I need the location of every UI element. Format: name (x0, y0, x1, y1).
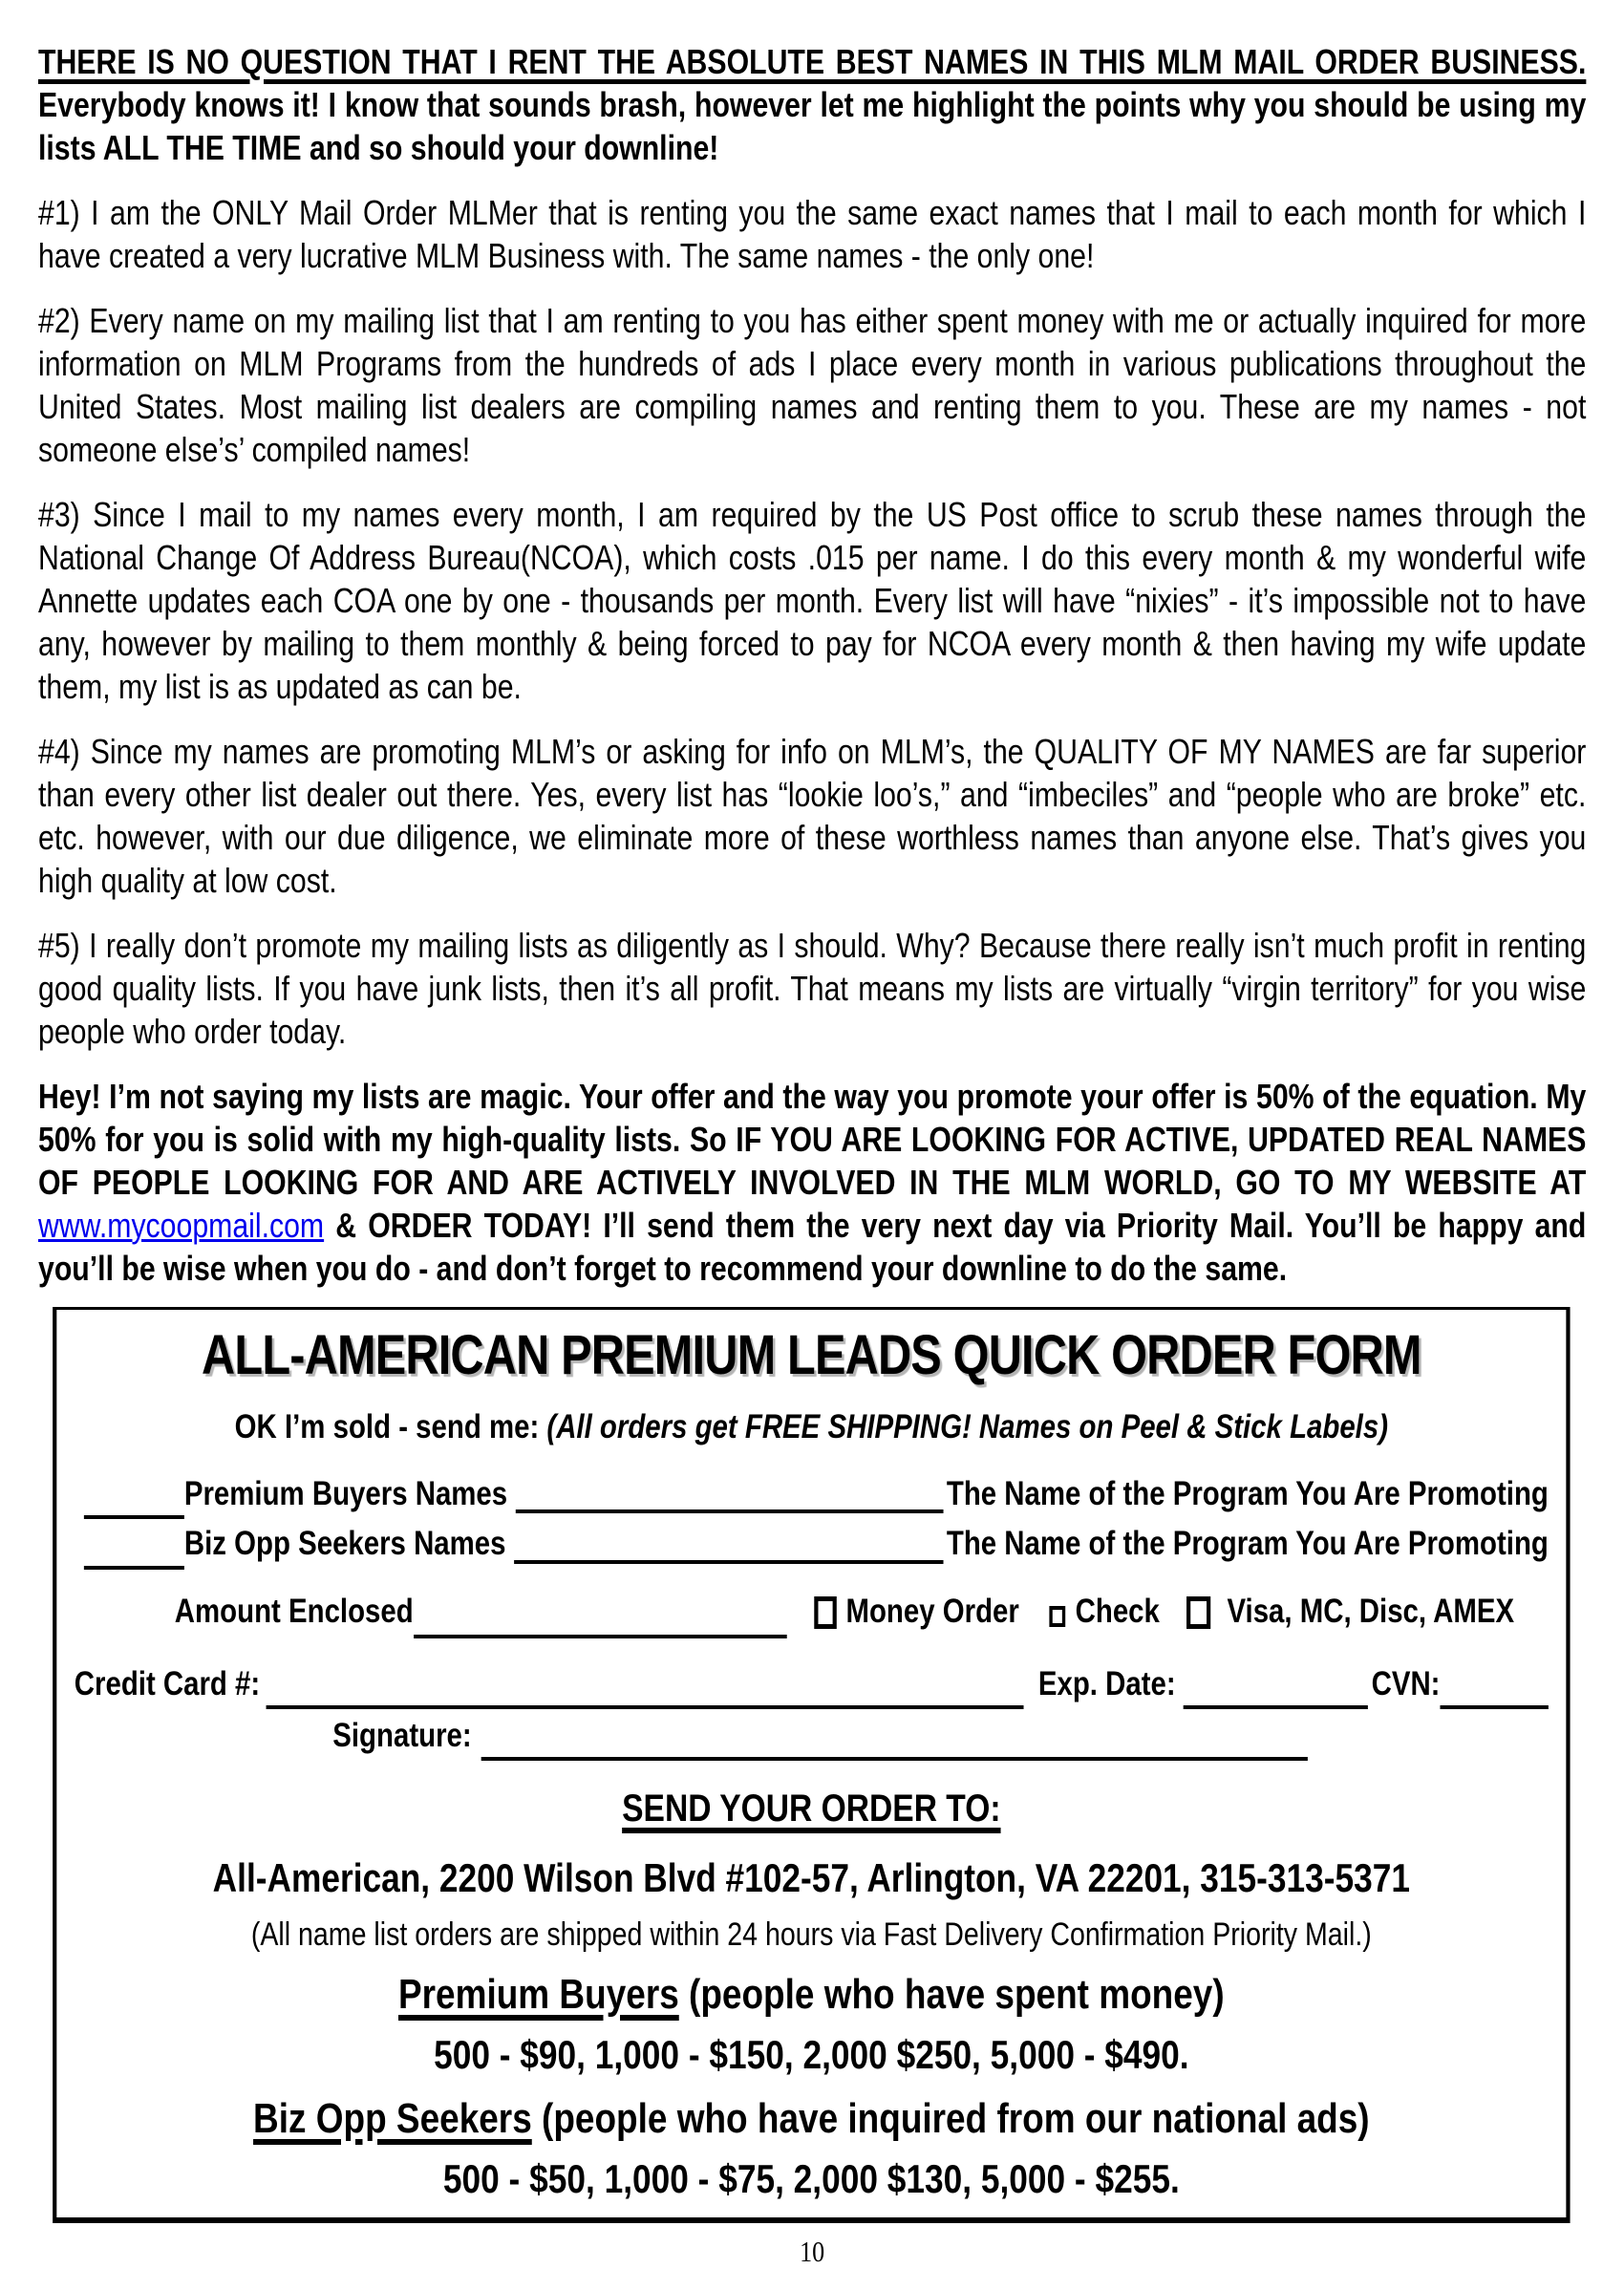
premium-buyers-program-blank[interactable] (516, 1475, 944, 1513)
biz-opp-seekers-names-label: Biz Opp Seekers Names (183, 1525, 506, 1563)
credit-card-brands-label: Visa, MC, Disc, AMEX (1227, 1592, 1515, 1630)
check-label: Check (1075, 1592, 1160, 1630)
biz-opp-seekers-quantity-blank[interactable] (84, 1531, 184, 1570)
closing-text-before-link: Hey! I’m not saying my lists are magic. Your offer and the way you promote your offer is 50% of the equation. My 50% for you is solid with my high-quality lists. So IF YOU ARE LOOKING FOR ACTIVE, UPDATED REAL NAMES OF PEOPLE LOOKING FOR AND ARE ACTIVELY INVOLVED IN THE MLM WORLD, GO TO MY WEBSITE AT (38, 1077, 1587, 1202)
point-4-paragraph: #4) Since my names are promoting MLM’s or asking for info on MLM’s, the QUALITY OF MY NAMES are far superior than every other list dealer out there. Yes, every list has “lookie loo’s,” and “imbeciles” and “people who are broke” etc. etc. however, with our due diligence, we eliminate more of these worthless names than anyone else. That’s gives you high quality at low cost. (38, 732, 1587, 900)
point-3-paragraph: #3) Since I mail to my names every month, I am required by the US Post office to scrub these names through the National Change Of Address Bureau(NCOA), which costs .015 per name. I do this every month & my wonderful wife Annette updates each COA one by one - thousands per month. Every list will have “nixies” - it’s impossible not to have any, however by mailing to them monthly & being forced to pay for NCOA every month & then having my wife update them, my list is as updated as can be. (38, 495, 1587, 706)
closing-text-after-link: & ORDER TODAY! I’ll send them the very next day via Priority Mail. You’ll be happy and you’ll be wise when you do - and don’t forget to recommend your downline to do the same. (38, 1206, 1587, 1288)
page-number: 10 (800, 2235, 825, 2269)
intro-headline-rest: Everybody knows it! I know that sounds brash, however let me highlight the points why you should be using my lists ALL THE TIME and so should your downline! (38, 85, 1587, 167)
signature-blank[interactable] (481, 1723, 1308, 1761)
exp-date-blank[interactable] (1184, 1671, 1368, 1709)
signature-label: Signature: (332, 1717, 472, 1754)
signature-row (75, 1717, 1549, 1755)
send-order-heading (75, 1787, 1549, 1830)
premium-buyers-right-label: The Name of the Program You Are Promoting (946, 1475, 1549, 1512)
page-content (38, 40, 1586, 2269)
premium-buyers-heading-underlined: Premium Buyers (398, 1971, 679, 2019)
money-order-label: Money Order (845, 1592, 1019, 1630)
intro-paragraph (38, 40, 1586, 169)
cvn-label: CVN: (1371, 1664, 1441, 1702)
exp-date-label: Exp. Date: (1037, 1664, 1176, 1702)
amount-enclosed-blank[interactable] (414, 1600, 787, 1638)
premium-buyers-prices: 500 - $90, 1,000 - $150, 2,000 $250, 5,000 - $490. (434, 2032, 1189, 2078)
money-order-checkbox[interactable] (814, 1596, 837, 1629)
shipping-note: (All name list orders are shipped within 24 hours via Fast Delivery Confirmation Priority Mail.) (250, 1916, 1372, 1954)
intro-headline-underlined: THERE IS NO QUESTION THAT I RENT THE ABSOLUTE BEST NAMES IN THIS MLM MAIL ORDER BUSINESS. (38, 42, 1587, 81)
premium-buyers-heading-rest: (people who have spent money) (678, 1971, 1225, 2019)
biz-opp-seekers-heading-underlined: Biz Opp Seekers (253, 2095, 532, 2143)
premium-buyers-quantity-blank[interactable] (84, 1481, 184, 1519)
biz-opp-seekers-heading (75, 2095, 1549, 2143)
biz-opp-seekers-prices: 500 - $50, 1,000 - $75, 2,000 $130, 5,000 - $255. (442, 2156, 1180, 2202)
quick-order-form (53, 1307, 1570, 2223)
website-link[interactable]: www.mycoopmail.com (38, 1206, 325, 1245)
point-1-paragraph: #1) I am the ONLY Mail Order MLMer that is renting you the same exact names that I mail to each month for which I have created a very lucrative MLM Business with. The same names - the only one! (38, 193, 1587, 275)
order-form-subtitle-note: (All orders get FREE SHIPPING! Names on Peel & Stick Labels) (546, 1408, 1388, 1445)
point-5-paragraph: #5) I really don’t promote my mailing lists as diligently as I should. Why? Because there really isn’t much profit in renting good quality lists. If you have junk lists, then it’s all profit. That means my lists are virtually “virgin territory” for you wise people who order today. (38, 926, 1587, 1051)
credit-card-number-label: Credit Card #: (74, 1664, 261, 1702)
order-form-subtitle-lead: OK I’m sold - send me: (234, 1408, 547, 1445)
credit-card-row (75, 1665, 1549, 1703)
point-2-paragraph: #2) Every name on my mailing list that I am renting to you has either spent money with me or actually inquired for more information on MLM Programs from the hundreds of ads I place every month in various publications throughout the United States. Most mailing list dealers are compiling names and renting them to you. These are my names - not someone else’s’ compiled names! (38, 301, 1587, 469)
biz-opp-seekers-heading-rest: (people who have inquired from our national ads) (531, 2095, 1370, 2143)
premium-buyers-names-label: Premium Buyers Names (183, 1475, 508, 1512)
amount-enclosed-label: Amount Enclosed (174, 1592, 414, 1630)
biz-opp-seekers-names-row (75, 1525, 1549, 1563)
send-order-heading-text: SEND YOUR ORDER TO: (622, 1787, 1001, 1830)
check-checkbox[interactable] (1050, 1606, 1066, 1627)
biz-opp-seekers-program-blank[interactable] (514, 1526, 944, 1564)
order-form-subtitle (75, 1408, 1549, 1446)
payment-row (75, 1593, 1549, 1631)
cvn-blank[interactable] (1440, 1671, 1548, 1709)
biz-opp-seekers-right-label: The Name of the Program You Are Promoting (946, 1525, 1549, 1563)
credit-card-checkbox[interactable] (1186, 1596, 1210, 1629)
credit-card-number-blank[interactable] (267, 1671, 1024, 1709)
premium-buyers-names-row (75, 1475, 1549, 1513)
closing-paragraph (38, 1075, 1586, 1290)
order-form-title: ALL-AMERICAN PREMIUM LEADS QUICK ORDER FORM (202, 1324, 1421, 1386)
mailing-address: All-American, 2200 Wilson Blvd #102-57, Arlington, VA 22201, 315-313-5371 (212, 1855, 1410, 1901)
premium-buyers-heading (75, 1971, 1549, 2019)
